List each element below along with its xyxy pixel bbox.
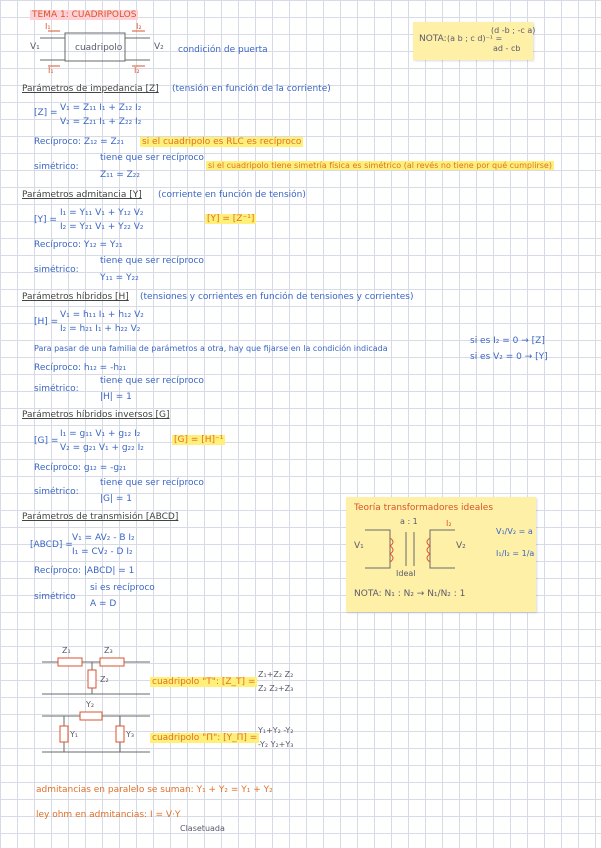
i2-return-label: I₂ xyxy=(134,66,140,75)
z-eq2: V₂ = Z₂₁ I₁ + Z₂₂ I₂ xyxy=(60,117,142,127)
transformer-voltage-relation: V₁/V₂ = a xyxy=(496,527,533,536)
transformer-current-relation: I₁/I₂ = 1/a xyxy=(496,549,535,558)
y-eq1: I₁ = Y₁₁ V₁ + Y₁₂ V₂ xyxy=(60,208,144,218)
h-heading: Parámetros híbridos [H] xyxy=(22,292,129,302)
transformer-i2: I₂ xyxy=(446,519,452,528)
z-symmetric-b: Z₁₁ = Z₂₂ xyxy=(100,170,141,180)
abcd-eq-label: [ABCD] = xyxy=(30,540,73,550)
footer-ohm-law: ley ohm en admitancias: I = V·Y xyxy=(36,810,181,820)
t-z2-label: Z₂ xyxy=(100,675,109,684)
y-inverse: [Y] = [Z⁻¹] xyxy=(207,214,255,224)
z-symmetric-a: tiene que ser recíproco xyxy=(100,153,204,163)
h-eq2: I₂ = h₂₁ I₁ + h₂₂ V₂ xyxy=(60,324,141,334)
y-eq-label: [Y] = xyxy=(34,215,57,225)
y-symmetric: simétrico: xyxy=(34,265,79,275)
pi-network-formula: cuadripolo "Π": [Y_Π] = xyxy=(152,733,258,743)
y-heading: Parámetros admitancia [Y] xyxy=(22,190,142,200)
port-condition-note: condición de puerta xyxy=(178,45,268,55)
h-eq1: V₁ = h₁₁ I₁ + h₁₂ V₂ xyxy=(60,310,144,320)
y-eq2: I₂ = Y₂₁ V₁ + Y₂₂ V₂ xyxy=(60,222,144,232)
h-symmetric: simétrico: xyxy=(34,384,79,394)
abcd-symmetric-a: si es recíproco xyxy=(90,583,155,593)
y-reciprocal: Recíproco: Y₁₂ = Y₂₁ xyxy=(34,240,123,250)
z-heading-note: (tensión en función de la corriente) xyxy=(172,84,331,94)
g-heading: Parámetros híbridos inversos [G] xyxy=(22,410,170,420)
footer-stamp: Clasetuada xyxy=(180,824,225,833)
z-reciprocal: Recíproco: Z₁₂ = Z₂₁ xyxy=(34,137,124,147)
transformer-title: Teoría transformadores ideales xyxy=(354,503,494,513)
h-conversion-note: Para pasar de una familia de parámetros a otra, hay que fijarse en la condición indicada xyxy=(34,344,388,353)
h-eq-label: [H] = xyxy=(34,317,59,327)
y-symmetric-b: Y₁₁ = Y₂₂ xyxy=(100,273,139,283)
pi-matrix-row2: -Y₂ Y₂+Y₃ xyxy=(258,740,294,749)
i1-return-label: I₁ xyxy=(48,66,54,75)
h-condition-v2: si es V₂ = 0 → [Y] xyxy=(470,352,548,362)
transformer-v2: V₂ xyxy=(456,541,466,551)
z-symmetric-note: si el cuadripolo tiene simetría física es simétrico (al revés no tiene por qué cumplirse) xyxy=(208,161,552,170)
abcd-symmetric: simétrico xyxy=(34,592,76,602)
h-heading-note: (tensiones y corrientes en función de tensiones y corrientes) xyxy=(140,292,414,302)
i1-label: I₁ xyxy=(45,22,51,31)
abcd-eq1: V₁ = AV₂ - B I₂ xyxy=(72,533,135,543)
transformer-ratio: a : 1 xyxy=(400,517,418,526)
note-denominator: ad - cb xyxy=(493,44,521,53)
pi-matrix-row1: Y₁+Y₂ -Y₂ xyxy=(258,726,294,735)
t-matrix-row1: Z₁+Z₂ Z₂ xyxy=(258,670,294,679)
transformer-v1: V₁ xyxy=(354,541,364,551)
g-symmetric-a: tiene que ser recíproco xyxy=(100,478,204,488)
abcd-eq2: I₁ = CV₂ - D I₂ xyxy=(72,547,133,557)
g-inverse: [G] = [H]⁻¹ xyxy=(174,435,224,445)
page-title: TEMA 1: CUADRIPOLOS xyxy=(32,10,137,20)
quadripole-box-label: cuadripolo xyxy=(75,43,123,53)
pi-y1-label: Y₁ xyxy=(70,730,79,739)
i2-label: I₂ xyxy=(136,22,142,31)
g-symmetric: simétrico: xyxy=(34,487,79,497)
v1-label: V₁ xyxy=(30,42,40,52)
h-reciprocal: Recíproco: h₁₂ = -h₂₁ xyxy=(34,363,127,373)
note-matrix: (a b ; c d)⁻¹ = xyxy=(447,34,503,43)
footer-parallel-admittance: admitancias en paralelo se suman: Y₁ + Y₂ = Y₁ + Y₂ xyxy=(36,785,273,795)
t-z3-label: Z₃ xyxy=(104,646,113,655)
h-symmetric-b: |H| = 1 xyxy=(100,392,132,402)
g-reciprocal: Recíproco: g₁₂ = -g₂₁ xyxy=(34,463,127,473)
v2-label: V₂ xyxy=(154,42,164,52)
note-label: NOTA: xyxy=(419,34,447,44)
h-symmetric-a: tiene que ser recíproco xyxy=(100,376,204,386)
h-condition-i2: si es I₂ = 0 → [Z] xyxy=(470,336,545,346)
z-eq1: V₁ = Z₁₁ I₁ + Z₁₂ I₂ xyxy=(60,103,142,113)
t-network-formula: cuadripolo "T": [Z_T] = xyxy=(152,677,256,687)
z-eq-label: [Z] = xyxy=(34,108,58,118)
z-reciprocal-note: si el cuadripolo es RLC es recíproco xyxy=(142,137,302,147)
y-symmetric-a: tiene que ser recíproco xyxy=(100,256,204,266)
z-heading: Parámetros de impedancia [Z] xyxy=(22,84,159,94)
abcd-heading: Parámetros de transmisión [ABCD] xyxy=(22,512,179,522)
abcd-reciprocal: Recíproco: |ABCD| = 1 xyxy=(34,566,135,576)
g-eq2: V₂ = g₂₁ V₁ + g₂₂ I₂ xyxy=(60,443,144,453)
abcd-symmetric-b: A = D xyxy=(90,599,117,609)
transformer-turns-note: NOTA: N₁ : N₂ → N₁/N₂ : 1 xyxy=(354,589,466,599)
t-matrix-row2: Z₂ Z₂+Z₃ xyxy=(258,684,294,693)
note-result: (d -b ; -c a) xyxy=(491,26,536,35)
transformer-ideal: Ideal xyxy=(396,569,416,578)
g-symmetric-b: |G| = 1 xyxy=(100,494,133,504)
g-eq-label: [G] = xyxy=(34,436,59,446)
z-symmetric: simétrico: xyxy=(34,162,79,172)
t-z1-label: Z₁ xyxy=(62,646,71,655)
g-eq1: I₁ = g₁₁ V₁ + g₁₂ I₂ xyxy=(60,429,141,439)
pi-y3-label: Y₃ xyxy=(126,730,135,739)
y-heading-note: (corriente en función de tensión) xyxy=(158,190,306,200)
pi-y2-label: Y₂ xyxy=(86,700,95,709)
